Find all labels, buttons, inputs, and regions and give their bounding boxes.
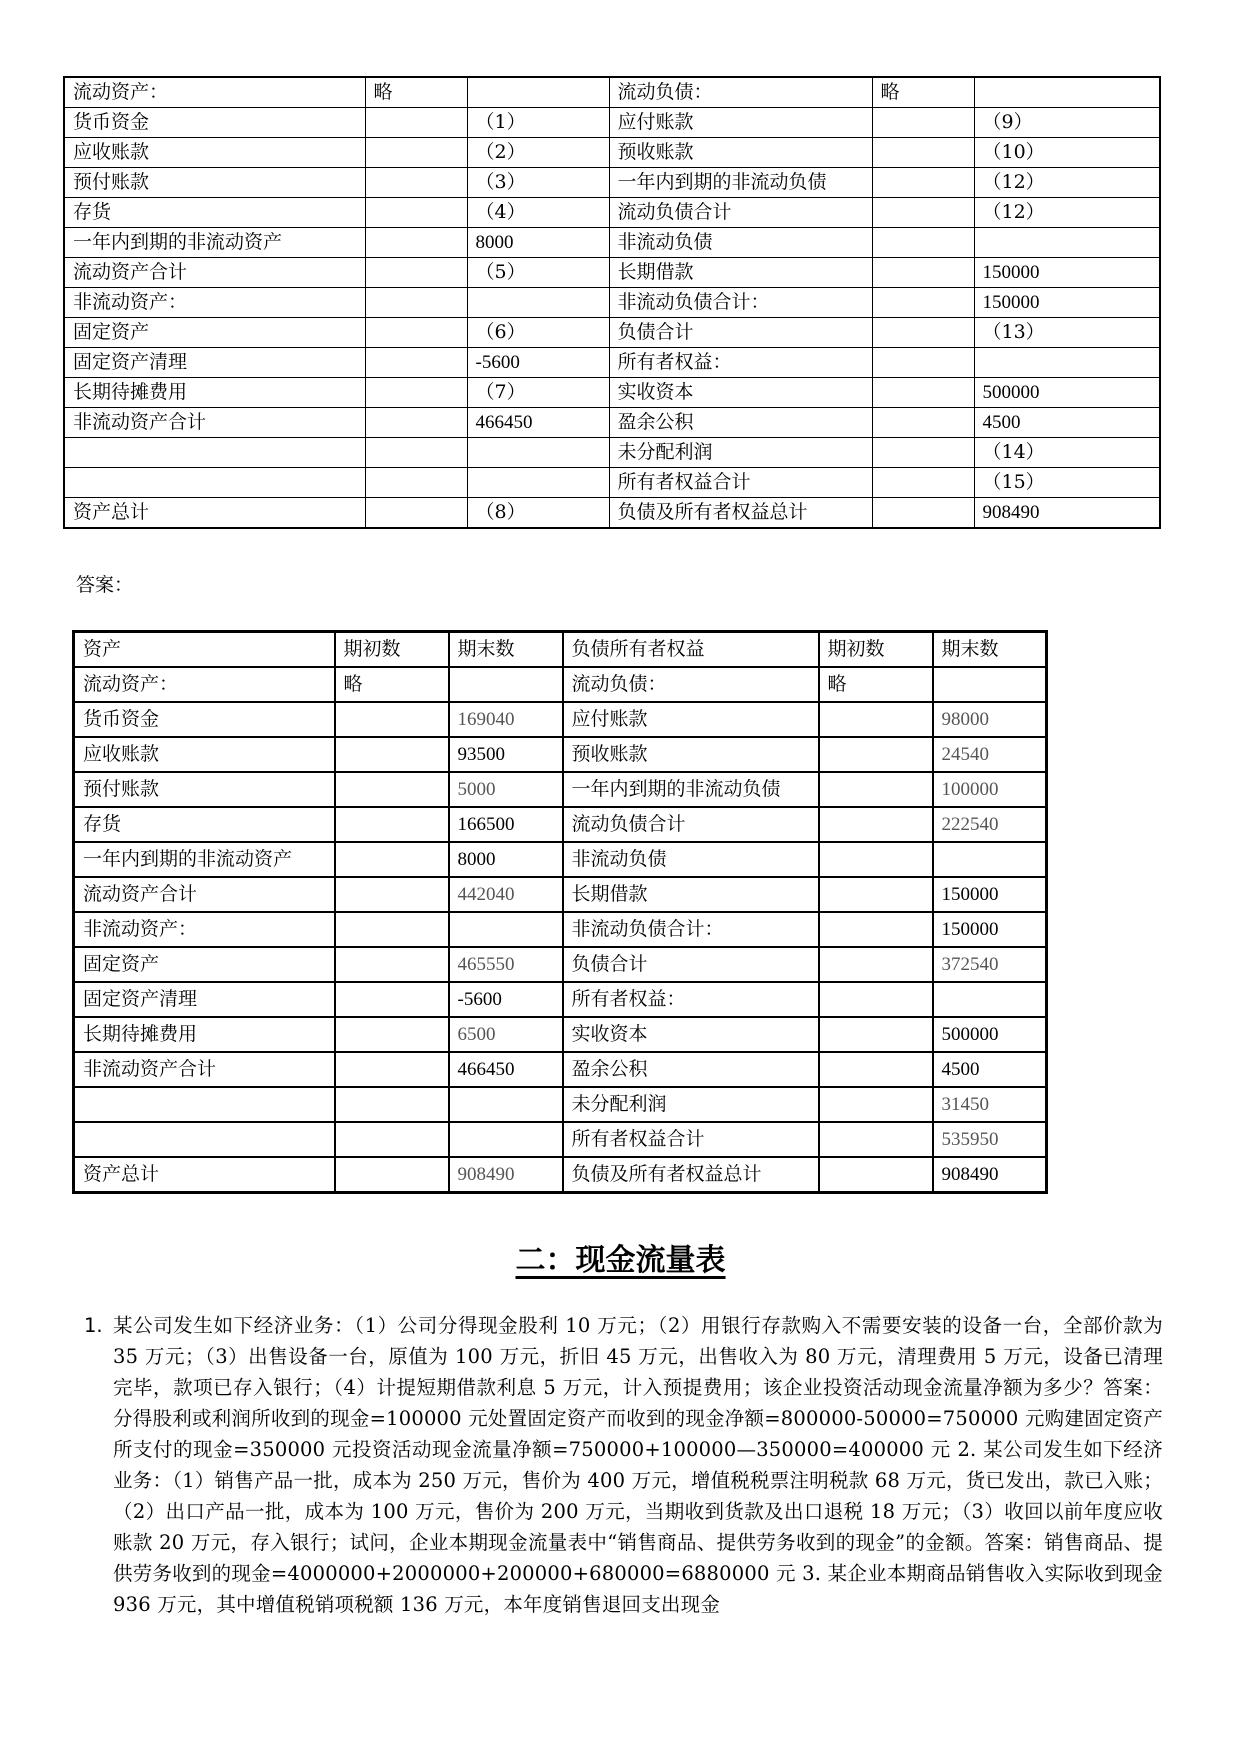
- table-cell: [974, 228, 1160, 258]
- table-cell: 长期待摊费用: [64, 378, 365, 408]
- table-cell: 长期待摊费用: [74, 1017, 335, 1052]
- table-cell: 166500: [449, 807, 563, 842]
- table-cell: 未分配利润: [563, 1087, 819, 1122]
- table-cell: 908490: [449, 1157, 563, 1193]
- table-cell: 465550: [449, 947, 563, 982]
- table-cell: （5）: [467, 258, 609, 288]
- table-row: [64, 318, 1160, 348]
- table-cell: [872, 438, 974, 468]
- table-cell: （10）: [974, 138, 1160, 168]
- table-cell: [872, 348, 974, 378]
- table-cell: 盈余公积: [609, 408, 872, 438]
- section-heading-text: 二：现金流量表: [515, 1243, 726, 1278]
- table-cell: 预收账款: [563, 737, 819, 772]
- table-cell: [872, 108, 974, 138]
- table-cell: [819, 982, 933, 1017]
- table-cell: 流动资产：: [64, 77, 365, 108]
- table-cell: [449, 667, 563, 702]
- table-row: [64, 348, 1160, 378]
- table-cell: 资产总计: [64, 498, 365, 529]
- table-cell: 非流动资产合计: [64, 408, 365, 438]
- table-cell: [872, 408, 974, 438]
- table-row: [64, 408, 1160, 438]
- table-cell: （12）: [974, 198, 1160, 228]
- table-cell: [365, 168, 467, 198]
- table-cell: 93500: [449, 737, 563, 772]
- table-cell: 一年内到期的非流动资产: [74, 842, 335, 877]
- table-cell: [872, 138, 974, 168]
- table-cell: [872, 378, 974, 408]
- table-cell: 略: [365, 77, 467, 108]
- table-cell: 535950: [933, 1122, 1047, 1157]
- table-cell: 150000: [933, 877, 1047, 912]
- table-cell: 固定资产清理: [74, 982, 335, 1017]
- table-cell: 固定资产: [64, 318, 365, 348]
- table-row: [64, 108, 1160, 138]
- table-row: [64, 468, 1160, 498]
- table-row: [74, 807, 1047, 842]
- table-cell: 一年内到期的非流动负债: [563, 772, 819, 807]
- table-cell: [449, 1122, 563, 1157]
- table-cell: [335, 772, 449, 807]
- table-cell: 372540: [933, 947, 1047, 982]
- table-cell: 存货: [74, 807, 335, 842]
- table-cell: [872, 288, 974, 318]
- table-cell: [872, 318, 974, 348]
- column-header: 资产: [74, 632, 335, 668]
- table-cell: [819, 947, 933, 982]
- table-row: [74, 737, 1047, 772]
- table-cell: [365, 498, 467, 529]
- table-cell: [449, 912, 563, 947]
- table-cell: [872, 468, 974, 498]
- table-cell: 负债及所有者权益总计: [609, 498, 872, 529]
- table-cell: 169040: [449, 702, 563, 737]
- column-header: 负债所有者权益: [563, 632, 819, 668]
- table-cell: 4500: [933, 1052, 1047, 1087]
- balance-sheet-question-table: [63, 76, 1161, 529]
- table-cell: 500000: [974, 378, 1160, 408]
- table-row: [74, 1087, 1047, 1122]
- table-row: [64, 77, 1160, 108]
- table-cell: 负债合计: [563, 947, 819, 982]
- table-cell: [819, 912, 933, 947]
- table-cell: 222540: [933, 807, 1047, 842]
- table-cell: 466450: [449, 1052, 563, 1087]
- table-row: [74, 877, 1047, 912]
- table-cell: 所有者权益合计: [563, 1122, 819, 1157]
- table-cell: 100000: [933, 772, 1047, 807]
- table-cell: 流动负债合计: [563, 807, 819, 842]
- column-header: 期末数: [449, 632, 563, 668]
- table-row: [74, 1122, 1047, 1157]
- column-header: 期初数: [819, 632, 933, 668]
- table-cell: [365, 378, 467, 408]
- table-cell: [933, 667, 1047, 702]
- table-cell: -5600: [449, 982, 563, 1017]
- table-cell: 负债合计: [609, 318, 872, 348]
- table-cell: 4500: [974, 408, 1160, 438]
- table-cell: 24540: [933, 737, 1047, 772]
- table-row: [74, 702, 1047, 737]
- table-cell: （2）: [467, 138, 609, 168]
- table-cell: [335, 912, 449, 947]
- table-cell: [872, 498, 974, 529]
- table-row: [64, 378, 1160, 408]
- table-row: [64, 438, 1160, 468]
- table-cell: （4）: [467, 198, 609, 228]
- table-cell: 盈余公积: [563, 1052, 819, 1087]
- table-cell: 442040: [449, 877, 563, 912]
- table-cell: （6）: [467, 318, 609, 348]
- table-cell: [819, 737, 933, 772]
- table-cell: [335, 702, 449, 737]
- table-cell: 固定资产: [74, 947, 335, 982]
- table-cell: [335, 737, 449, 772]
- table-cell: 非流动资产：: [64, 288, 365, 318]
- table-cell: 8000: [467, 228, 609, 258]
- table-cell: （7）: [467, 378, 609, 408]
- table-cell: 流动负债：: [563, 667, 819, 702]
- table-cell: 466450: [467, 408, 609, 438]
- table-cell: [819, 877, 933, 912]
- table-cell: （1）: [467, 108, 609, 138]
- table-cell: 固定资产清理: [64, 348, 365, 378]
- table-cell: [365, 438, 467, 468]
- section-heading: [0, 1235, 1241, 1279]
- column-header: 期初数: [335, 632, 449, 668]
- table-cell: [819, 702, 933, 737]
- table-cell: 资产总计: [74, 1157, 335, 1193]
- table-cell: [467, 468, 609, 498]
- table-cell: [819, 1087, 933, 1122]
- table-cell: 所有者权益合计: [609, 468, 872, 498]
- table-cell: 8000: [449, 842, 563, 877]
- table-cell: 非流动资产合计: [74, 1052, 335, 1087]
- table-cell: [335, 842, 449, 877]
- table-cell: [335, 1122, 449, 1157]
- column-header: 期末数: [933, 632, 1047, 668]
- table-cell: [933, 982, 1047, 1017]
- table-cell: [335, 947, 449, 982]
- table-cell: [872, 168, 974, 198]
- table-cell: 预付账款: [74, 772, 335, 807]
- table-cell: 长期借款: [609, 258, 872, 288]
- table-cell: [974, 77, 1160, 108]
- table-cell: [365, 288, 467, 318]
- table-row: [64, 138, 1160, 168]
- table-cell: [335, 1157, 449, 1193]
- table-cell: 31450: [933, 1087, 1047, 1122]
- table-cell: （8）: [467, 498, 609, 529]
- table-cell: 非流动负债: [563, 842, 819, 877]
- table-cell: [335, 982, 449, 1017]
- table-cell: [819, 772, 933, 807]
- table-cell: （13）: [974, 318, 1160, 348]
- question-number: 1.: [84, 1314, 103, 1337]
- table-cell: [335, 807, 449, 842]
- table-cell: 负债及所有者权益总计: [563, 1157, 819, 1193]
- table-row: [74, 947, 1047, 982]
- table-cell: 流动负债合计: [609, 198, 872, 228]
- table-cell: 150000: [974, 288, 1160, 318]
- table-cell: 流动资产合计: [64, 258, 365, 288]
- table-cell: （9）: [974, 108, 1160, 138]
- table-cell: 所有者权益：: [609, 348, 872, 378]
- table-cell: 应收账款: [74, 737, 335, 772]
- table-cell: [819, 1157, 933, 1193]
- balance-sheet-answer-table: [72, 630, 1048, 1194]
- table-cell: 略: [872, 77, 974, 108]
- table-cell: （12）: [974, 168, 1160, 198]
- table-cell: 略: [335, 667, 449, 702]
- table-cell: [365, 198, 467, 228]
- table-cell: [467, 77, 609, 108]
- table-row: [74, 912, 1047, 947]
- table-cell: 98000: [933, 702, 1047, 737]
- question-text: 某公司发生如下经济业务：（1）公司分得现金股利 10 万元；（2）用银行存款购入不需要安装的设备一台，全部价款为 35 万元；（3）出售设备一台，原值为 100 万元，折旧 45 万元，出售收入为 80 万元，清理费用 5 万元，设备已清理完毕，款项已存入银行；（4）计提短期借款利息 5 万元，计入预提费用；该企业投资活动现金流量净额为多少？答案：分得股利或利润所收到的现金=100000 元处置固定资产而收到的现金净额=800000-50000=750000 元购建固定资产所支付的现金=350000 元投资活动现金流量净额=750000+100000—350000=400000 元 2. 某公司发生如下经济业务：（1）销售产品一批，成本为 250 万元，售价为 400 万元，增值税税票注明税款 68 万元，货已发出，款已入账；（2）出口产品一批，成本为 100 万元，售价为 200 万元，当期收到货款及出口退税 18 万元；（3）收回以前年度应收账款 20 万元，存入银行；试问，企业本期现金流量表中“销售商品、提供劳务收到的现金”的金额。答案：销售商品、提供劳务收到的现金=4000000+2000000+200000+680000=6880000 元 3. 某企业本期商品销售收入实际收到现金 936 万元，其中增值税销项税额 136 万元，本年度销售退回支出现金: [113, 1314, 1163, 1616]
- table-row: [64, 498, 1160, 529]
- table-cell: 所有者权益：: [563, 982, 819, 1017]
- table-cell: 货币资金: [64, 108, 365, 138]
- table-cell: 非流动负债合计：: [609, 288, 872, 318]
- table-cell: [335, 877, 449, 912]
- table-cell: [872, 198, 974, 228]
- table-cell: [933, 842, 1047, 877]
- table-header-row: [74, 632, 1047, 668]
- table-cell: [64, 468, 365, 498]
- table-cell: [74, 1087, 335, 1122]
- table-cell: [872, 228, 974, 258]
- table-row: [64, 258, 1160, 288]
- table-cell: 未分配利润: [609, 438, 872, 468]
- table-cell: [365, 348, 467, 378]
- table-cell: 流动负债：: [609, 77, 872, 108]
- table-cell: [819, 1017, 933, 1052]
- table-cell: [365, 258, 467, 288]
- table-row: [74, 667, 1047, 702]
- table-cell: [467, 438, 609, 468]
- table-cell: [974, 348, 1160, 378]
- table-cell: [872, 258, 974, 288]
- table-row: [74, 1017, 1047, 1052]
- table-cell: 实收资本: [563, 1017, 819, 1052]
- table-cell: 908490: [974, 498, 1160, 529]
- table-row: [74, 842, 1047, 877]
- table-row: [74, 1157, 1047, 1193]
- table-cell: 略: [819, 667, 933, 702]
- table-cell: 长期借款: [563, 877, 819, 912]
- table-cell: [74, 1122, 335, 1157]
- table-cell: 一年内到期的非流动负债: [609, 168, 872, 198]
- table-cell: （3）: [467, 168, 609, 198]
- table-row: [64, 228, 1160, 258]
- table-cell: [335, 1087, 449, 1122]
- table-cell: [365, 228, 467, 258]
- table-cell: [467, 288, 609, 318]
- table-cell: 150000: [933, 912, 1047, 947]
- table-cell: [819, 807, 933, 842]
- table-cell: 应付账款: [563, 702, 819, 737]
- table-cell: 非流动资产：: [74, 912, 335, 947]
- table-cell: 流动资产合计: [74, 877, 335, 912]
- table-cell: 预付账款: [64, 168, 365, 198]
- table-row: [64, 288, 1160, 318]
- table-cell: 应付账款: [609, 108, 872, 138]
- table-cell: 500000: [933, 1017, 1047, 1052]
- question-list-item: [84, 1310, 1163, 1620]
- table-cell: [335, 1052, 449, 1087]
- table-row: [64, 168, 1160, 198]
- table-cell: 非流动负债: [609, 228, 872, 258]
- table-cell: 实收资本: [609, 378, 872, 408]
- table-cell: 150000: [974, 258, 1160, 288]
- answer-label: 答案：: [76, 574, 134, 596]
- table-cell: [365, 108, 467, 138]
- table-cell: 货币资金: [74, 702, 335, 737]
- table-cell: 非流动负债合计：: [563, 912, 819, 947]
- table-cell: [819, 1052, 933, 1087]
- table-cell: [365, 468, 467, 498]
- table-row: [74, 982, 1047, 1017]
- table-cell: [64, 438, 365, 468]
- table-cell: 存货: [64, 198, 365, 228]
- table-cell: 流动资产：: [74, 667, 335, 702]
- table-cell: [449, 1087, 563, 1122]
- table-cell: 908490: [933, 1157, 1047, 1193]
- table-cell: （15）: [974, 468, 1160, 498]
- table-cell: [365, 318, 467, 348]
- table-row: [64, 198, 1160, 228]
- table-cell: 6500: [449, 1017, 563, 1052]
- table-cell: 5000: [449, 772, 563, 807]
- table-cell: 预收账款: [609, 138, 872, 168]
- table-cell: （14）: [974, 438, 1160, 468]
- table-cell: [335, 1017, 449, 1052]
- table-row: [74, 1052, 1047, 1087]
- table-cell: [365, 138, 467, 168]
- table-cell: -5600: [467, 348, 609, 378]
- table-cell: [819, 842, 933, 877]
- table-row: [74, 772, 1047, 807]
- table-cell: 一年内到期的非流动资产: [64, 228, 365, 258]
- table-cell: [365, 408, 467, 438]
- table-cell: 应收账款: [64, 138, 365, 168]
- table-cell: [819, 1122, 933, 1157]
